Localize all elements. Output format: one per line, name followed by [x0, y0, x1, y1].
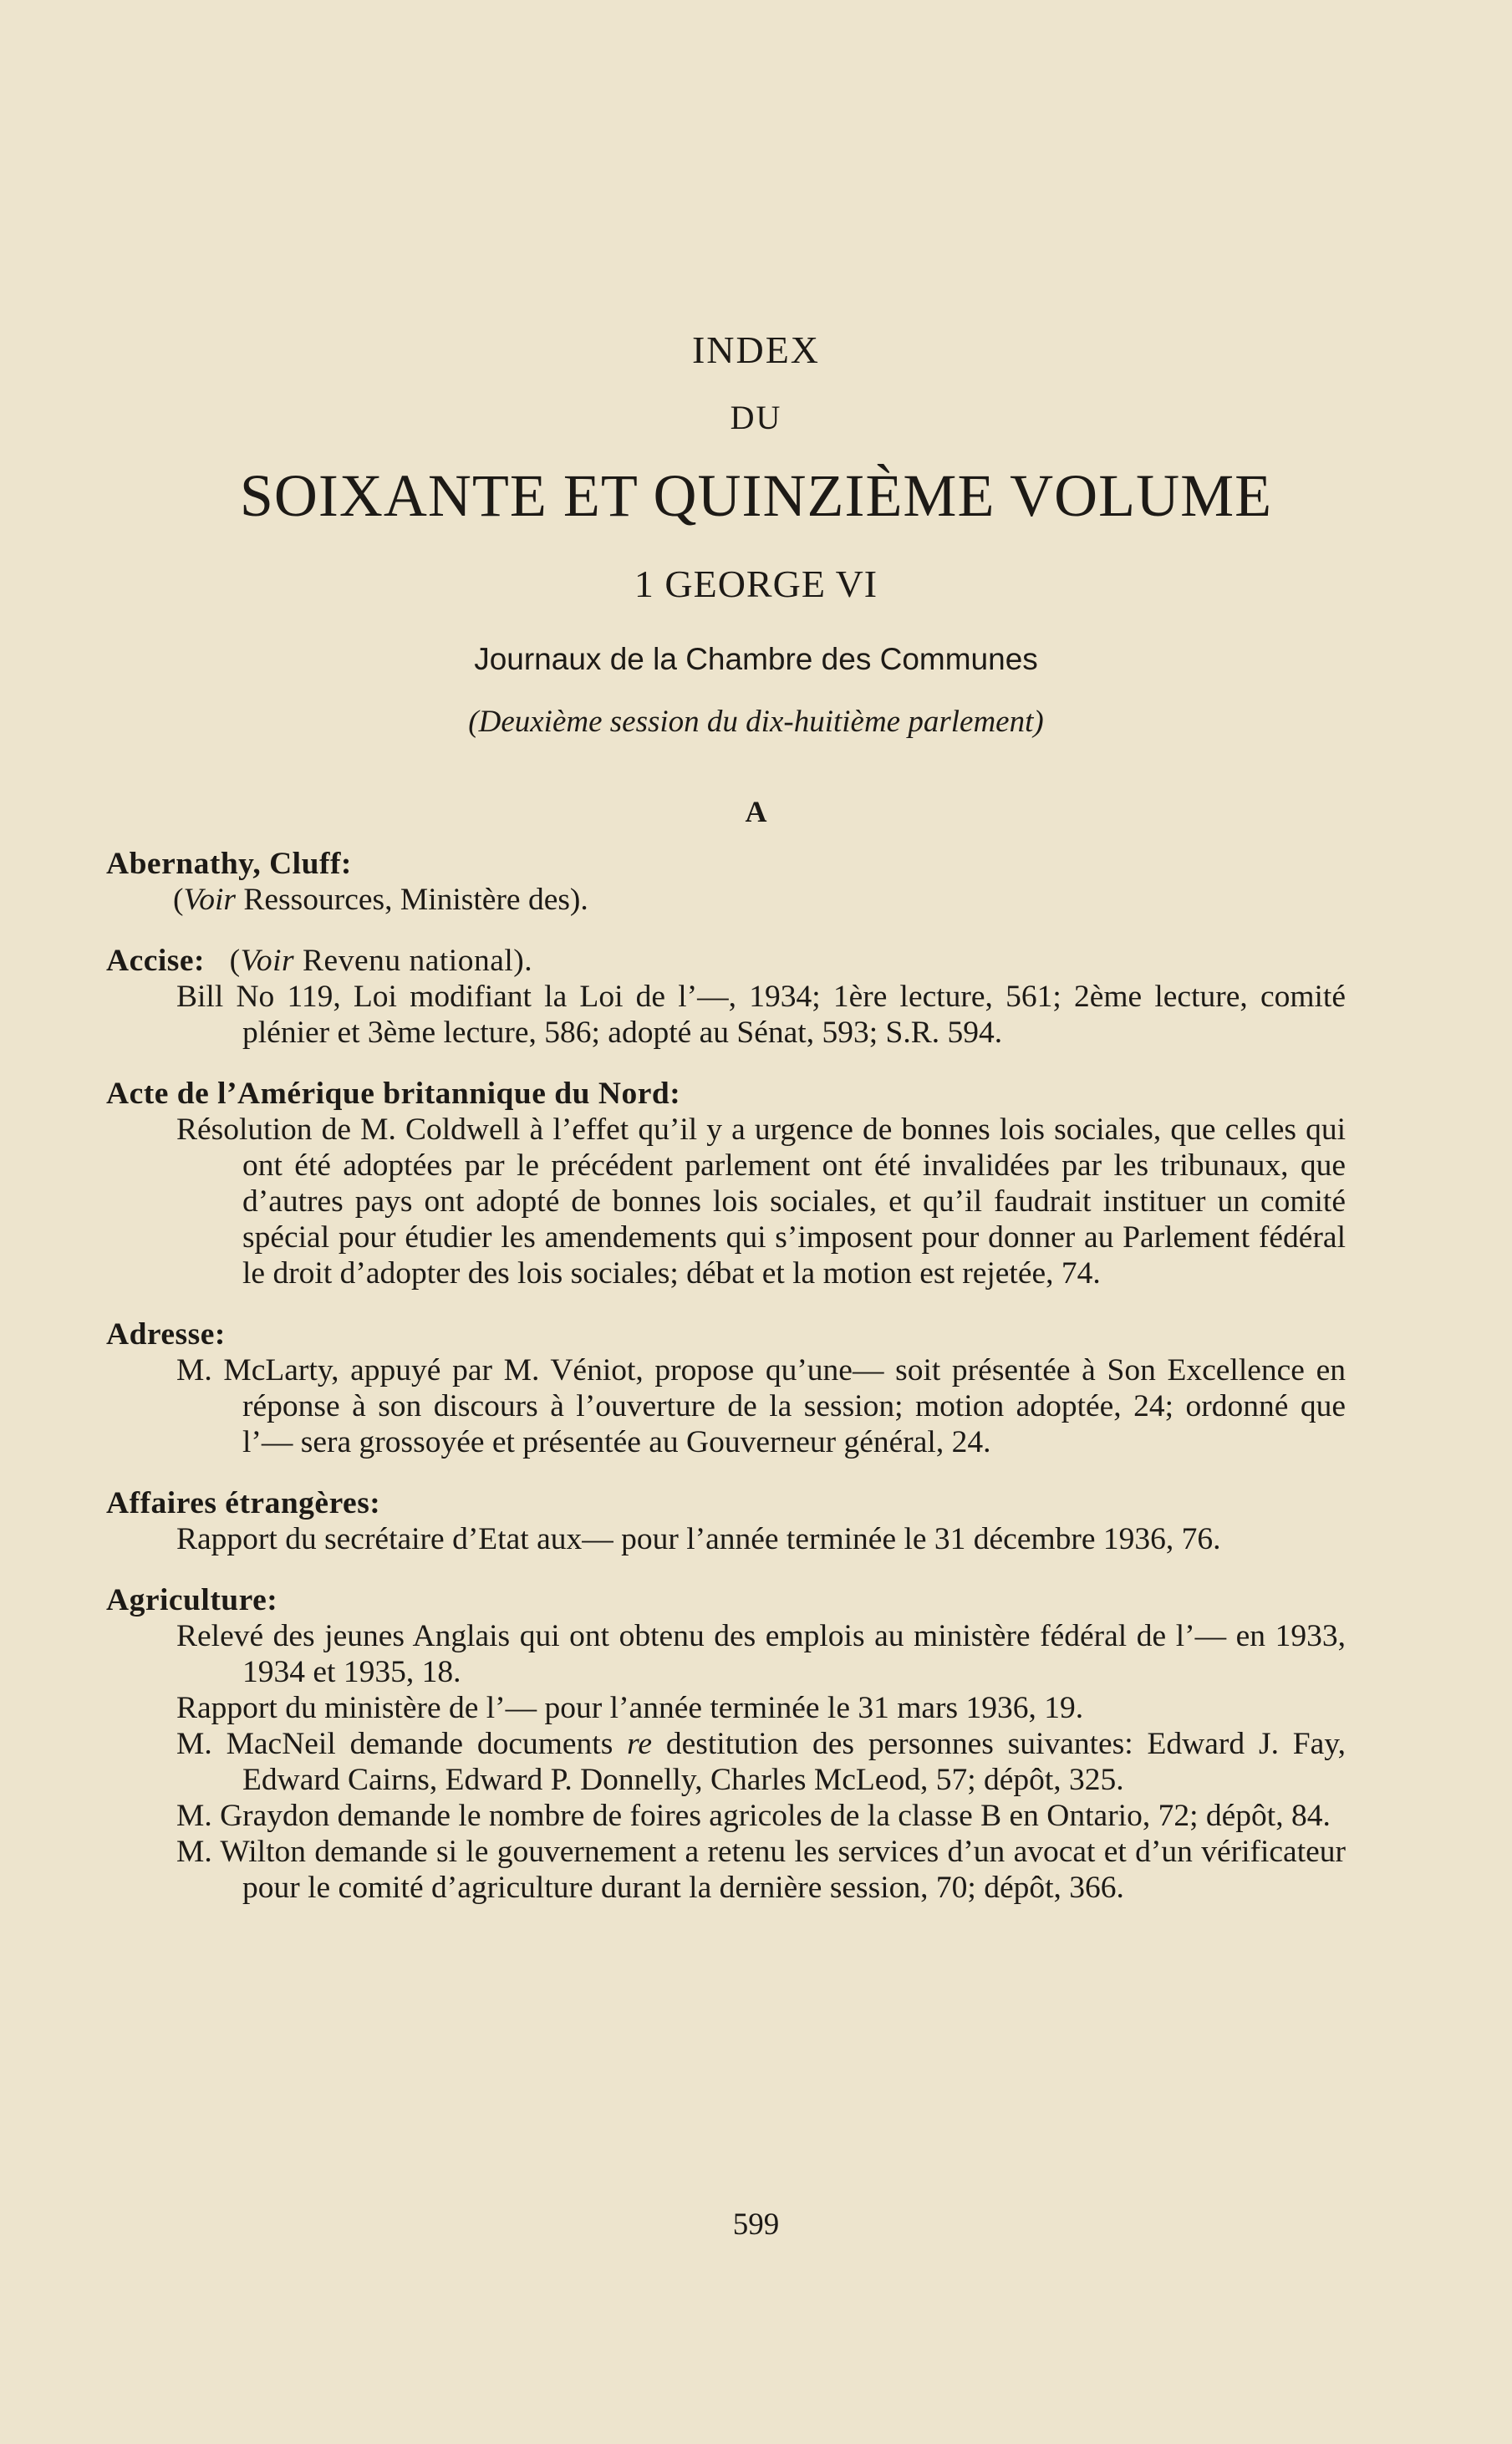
- index-entries: [106, 846, 1346, 1931]
- entry-agriculture: [106, 1582, 1346, 1906]
- journal-title: Journaux de la Chambre des Communes: [474, 642, 1038, 676]
- voir-label: Voir: [240, 944, 295, 978]
- entry-item: Rapport du secrétaire d’Etat aux— pour l’année terminée le 31 décembre 1936, 76.: [176, 1522, 1221, 1556]
- page-number: 599: [732, 2207, 780, 2242]
- entry-adresse: [106, 1316, 1346, 1460]
- entry-heading: Agriculture:: [106, 1583, 278, 1617]
- entry-item: Rapport du ministère de l’— pour l’année terminée le 31 mars 1936, 19.: [176, 1691, 1084, 1725]
- entry-heading: Accise:: [106, 944, 206, 978]
- entry-heading: Abernathy, Cluff:: [106, 847, 352, 881]
- voir-label: Voir: [183, 883, 237, 917]
- entry-item: M. MacNeil demande documents re destitution des personnes suivantes: Edward J. Fay, Edward Cairns, Edward P. Donnelly, Charles McLeod, 57; dépôt, 325.: [176, 1727, 1346, 1797]
- entry-item: M. Wilton demande si le gouvernement a retenu les services d’un avocat et d’un vérificateur pour le comité d’agriculture durant la dernière session, 70; dépôt, 366.: [176, 1835, 1346, 1905]
- volume-title: SOIXANTE ET QUINZIÈME VOLUME: [239, 462, 1273, 529]
- entry-item: Relevé des jeunes Anglais qui ont obtenu des emplois au ministère fédéral de l’— en 1933, 1934 et 1935, 18.: [176, 1619, 1346, 1689]
- du-subtitle: DU: [730, 399, 782, 436]
- index-title: INDEX: [691, 328, 821, 371]
- entry-heading: Affaires étrangères:: [106, 1486, 381, 1520]
- entry-item: M. McLarty, appuyé par M. Véniot, propose qu’une— soit présentée à Son Excellence en réponse à son discours à l’ouverture de la session; motion adoptée, 24; ordonné que l’— sera grossoyée et présentée au Gouverneur général, 24.: [176, 1353, 1346, 1459]
- session-title: (Deuxième session du dix-huitième parlement): [468, 705, 1044, 739]
- entry-heading: Adresse:: [106, 1317, 226, 1352]
- entry-cross-reference: (Voir Revenu national).: [229, 944, 533, 978]
- entry-affaires-etrangeres: [106, 1485, 1346, 1557]
- entry-item: Bill No 119, Loi modifiant la Loi de l’—, 1934; 1ère lecture, 561; 2ème lecture, comité plénier et 3ème lecture, 586; adopté au Sénat, 593; S.R. 594.: [176, 980, 1346, 1050]
- entry-acte-amerique: [106, 1076, 1346, 1291]
- section-letter: A: [745, 795, 767, 828]
- re-label: re: [627, 1727, 652, 1761]
- entry-heading: Acte de l’Amérique britannique du Nord:: [106, 1077, 681, 1111]
- entry-accise: [106, 943, 1346, 1051]
- entry-abernathy: [106, 846, 1346, 918]
- entry-heading-line: [106, 943, 1346, 979]
- entry-item: M. Graydon demande le nombre de foires agricoles de la classe B en Ontario, 72; dépôt, 84.: [176, 1799, 1331, 1833]
- entry-item: Résolution de M. Coldwell à l’effet qu’il y a urgence de bonnes lois sociales, que celles qui ont été adoptées par le précédent parlement ont été invalidées par les tribunaux, que d’autres pays ont adopté de bonnes lois sociales, et qu’il faudrait instituer un comité spécial pour étudier les amendements qui s’imposent pour donner au Parlement fédéral le droit d’adopter des lois sociales; débat et la motion est rejetée, 74.: [176, 1113, 1346, 1291]
- entry-cross-reference: (Voir Ressources, Ministère des).: [173, 883, 588, 917]
- reign-title: 1 GEORGE VI: [634, 563, 878, 605]
